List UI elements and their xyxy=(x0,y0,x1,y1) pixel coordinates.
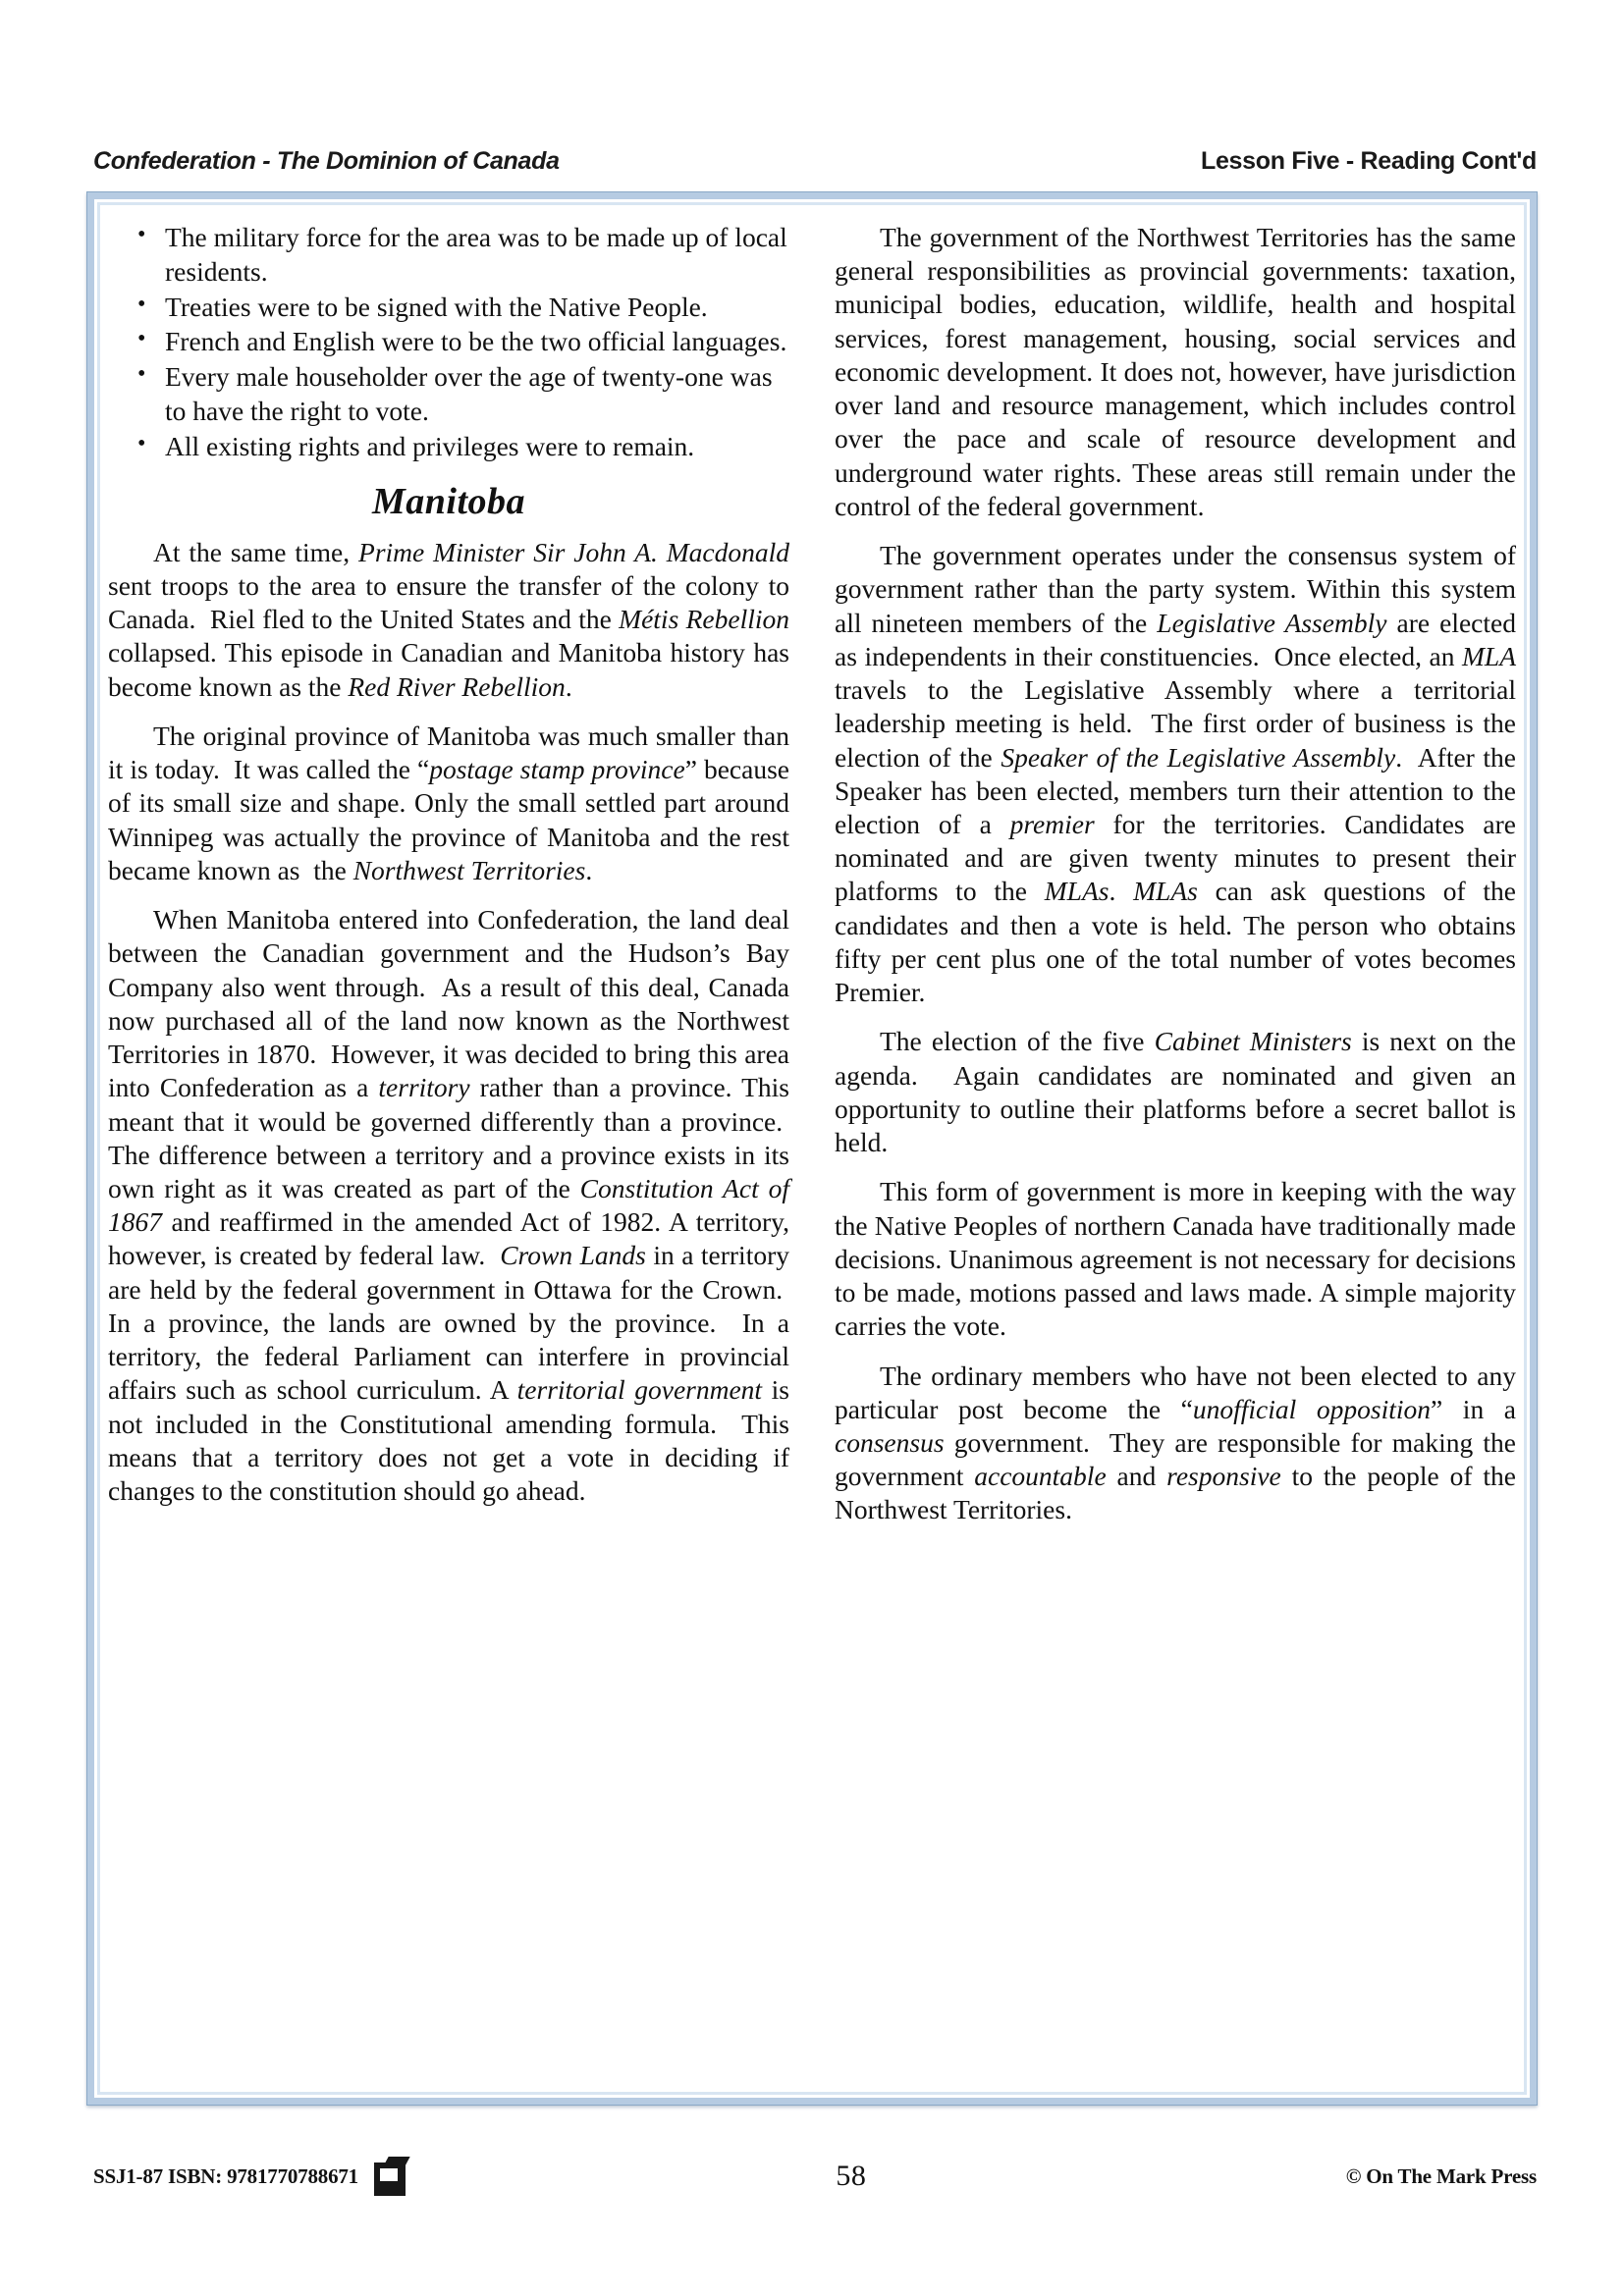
book-icon xyxy=(372,2155,415,2198)
paragraph-text: for the territories. Candidates are nominated and are given twenty minutes to present their platforms to the xyxy=(835,808,1516,907)
emphasis-speaker: Speaker of the Legislative Assembly xyxy=(1001,741,1396,773)
footer-left xyxy=(93,2155,415,2198)
emphasis-accountable: accountable xyxy=(974,1461,1107,1492)
paragraph-text: . xyxy=(1109,876,1134,907)
emphasis-territory: territory xyxy=(378,1072,470,1103)
paragraph xyxy=(835,539,1516,1009)
paragraph-text: and xyxy=(1106,1461,1167,1492)
list-item: • The military force for the area was to be made up of local residents. xyxy=(135,221,789,290)
terms-bullet-list xyxy=(108,221,789,463)
paragraph-text: travels to the Legislative Assembly where a territorial leadership meeting is held. The first order of business is the election of the xyxy=(835,674,1516,773)
paragraph-text: to the people of the Northwest Territories. xyxy=(835,1461,1516,1525)
list-item: • Every male householder over the age of twenty-one was to have the right to vote. xyxy=(135,360,789,429)
paragraph-text: ” because of its small size and shape. Only the small settled part around Winnipeg was actually the province of Manitoba and the rest became known as the xyxy=(108,754,789,885)
list-item: • French and English were to be the two official languages. xyxy=(135,325,789,359)
right-column xyxy=(835,221,1516,2076)
emphasis-premier: premier xyxy=(1009,808,1095,839)
paragraph-text: . xyxy=(565,670,572,702)
footer-copyright: © On The Mark Press xyxy=(1345,2163,1537,2188)
body-columns xyxy=(108,221,1516,2076)
emphasis-mla: MLA xyxy=(1462,640,1516,671)
paragraph-text: The government operates under the consensus system of government rather than the party system. Within this system all nineteen members of the xyxy=(835,540,1516,638)
paragraph-text: can ask questions of the candidates and then a vote is held. The person who obtains fifty per cent plus one of the total number of votes becomes Premier. xyxy=(835,876,1517,1008)
emphasis-postage-stamp-province: postage stamp province xyxy=(429,754,685,785)
paragraph-text: The ordinary members who have not been elected to any particular post become the “ xyxy=(835,1360,1516,1424)
paragraph-text: in a territory are held by the federal government in Ottawa for the Crown. In a province, the lands are owned by the province. In a territory, the federal Parliament can interfere in provincial affairs such as school curriculum. A xyxy=(108,1240,789,1406)
list-item: • Treaties were to be signed with the Native People. xyxy=(135,291,789,325)
paragraph-text: and reaffirmed in the amended Act of 1982. A territory, however, is created by federal law. xyxy=(108,1206,789,1271)
running-head xyxy=(93,147,1537,176)
emphasis-unofficial-opposition: unofficial opposition xyxy=(1192,1393,1431,1424)
running-head-left: Confederation - The Dominion of Canada xyxy=(93,147,560,175)
paragraph-text: are elected as independents in their constituencies. Once elected, an xyxy=(835,607,1516,671)
paragraph-text: The election of the five xyxy=(880,1026,1155,1057)
emphasis-red-river-rebellion: Red River Rebellion xyxy=(348,670,566,702)
paragraph xyxy=(108,720,789,887)
paragraph-text: The original province of Manitoba was much smaller than it is today. It was called the “ xyxy=(108,720,789,785)
paragraph xyxy=(835,1360,1516,1527)
emphasis-prime-minister: Prime Minister Sir John A. Macdonald xyxy=(358,536,789,567)
paragraph xyxy=(108,536,789,704)
running-head-right: Lesson Five - Reading Cont'd xyxy=(1200,147,1537,175)
emphasis-mlas: MLAs xyxy=(1044,876,1110,907)
paragraph-text: collapsed. This episode in Canadian and Manitoba history has become known as the xyxy=(108,637,789,702)
list-item: • All existing rights and privileges were to remain. xyxy=(135,430,789,464)
emphasis-mlas-2: MLAs xyxy=(1133,876,1198,907)
left-column xyxy=(108,221,789,2076)
emphasis-responsive: responsive xyxy=(1166,1461,1281,1492)
paragraph xyxy=(108,903,789,1508)
emphasis-legislative-assembly: Legislative Assembly xyxy=(1157,607,1387,638)
book-icon-page xyxy=(380,2168,398,2181)
emphasis-crown-lands: Crown Lands xyxy=(500,1240,646,1271)
paragraph: This form of government is more in keeping with the way the Native Peoples of northern Canada have traditionally made decisions. Unanimous agreement is not necessary for decisions to be made, motions passed and laws made. A simple majority carries the vote. xyxy=(835,1176,1516,1342)
page-footer xyxy=(93,2155,1537,2198)
paragraph-text: government. They are responsible for making the government xyxy=(835,1426,1516,1492)
emphasis-constitution-act: Constitution Act of 1867 xyxy=(108,1172,789,1238)
footer-isbn-code: SSJ1-87 ISBN: 9781770788671 xyxy=(93,2163,358,2188)
paragraph: The government of the Northwest Territories has the same general responsibilities as provincial governments: taxation, municipal bodies, education, wildlife, health and hospital services, forest management, housing, social services and economic development. It does not, however, have jurisdiction over land and resource management, which includes control over the pace and scale of resource development and underground water rights. These areas still remain under the control of the federal government. xyxy=(835,222,1516,521)
paragraph-text: rather than a province. This meant that it would be governed differently than a province. The difference between a territory and a province exists in its own right as it was created as part of the xyxy=(108,1072,790,1203)
paragraph-text: is not included in the Constitutional amending formula. This means that a territory does not get a vote in deciding if changes to the constitution should go ahead. xyxy=(108,1374,789,1507)
emphasis-territorial-government: territorial government xyxy=(516,1374,763,1406)
paragraph-text: At the same time, xyxy=(153,536,359,567)
paragraph-text: ” in a xyxy=(1431,1393,1516,1424)
paragraph-text: When Manitoba entered into Confederation, the land deal between the Canadian government and the Hudson’s Bay Company also went through. As a result of this deal, Canada now purchased all of the land now known as the Northwest Territories in 1870. However, it was decided to bring this area into Confederation as a xyxy=(108,904,789,1103)
page-number: 58 xyxy=(836,2160,867,2192)
section-title-manitoba: Manitoba xyxy=(371,481,526,523)
emphasis-northwest-territories: Northwest Territories xyxy=(352,854,586,885)
paragraph-text: sent troops to the area to ensure the transfer of the colony to Canada. Riel fled to the United States and the xyxy=(108,570,789,635)
emphasis-cabinet-ministers: Cabinet Ministers xyxy=(1154,1026,1352,1057)
paragraph-text: . xyxy=(585,854,593,885)
emphasis-metis-rebellion: Métis Rebellion xyxy=(619,604,789,635)
paragraph-text: is next on the agenda. Again candidates are nominated and given an opportunity to outline their platforms before a secret ballot is held. xyxy=(835,1026,1516,1158)
emphasis-consensus: consensus xyxy=(835,1426,945,1458)
paragraph xyxy=(835,1025,1516,1159)
paragraph-text: . After the Speaker has been elected, members turn their attention to the election of a xyxy=(835,741,1516,839)
